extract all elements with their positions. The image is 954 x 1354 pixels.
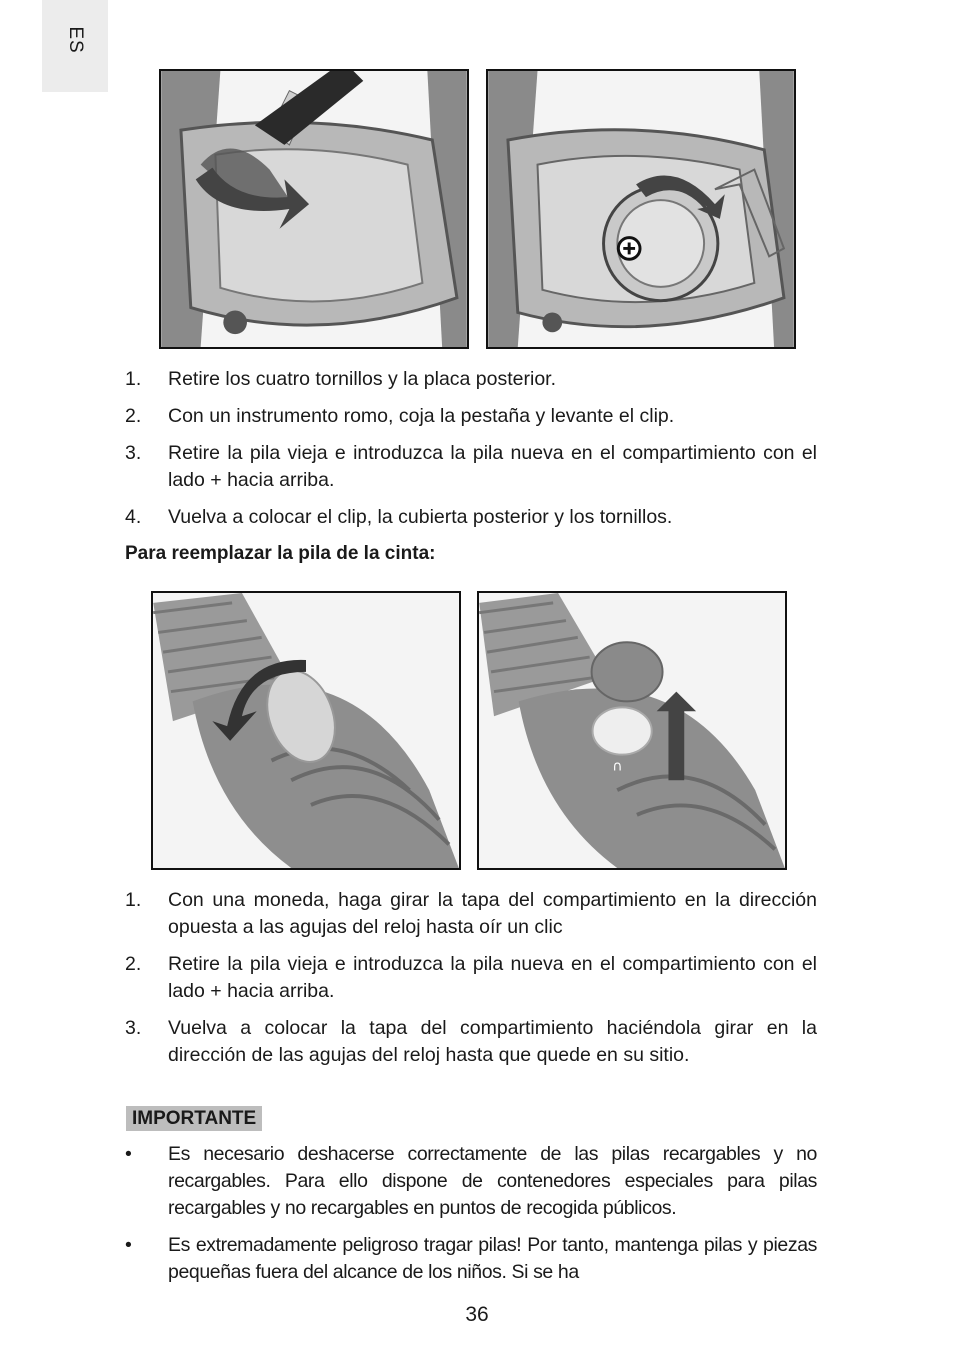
bullet-text: Es extremadamente peligroso tragar pilas! Por tanto, mantenga pilas y piezas pequeñas fuera del alcance de los niños. Si se ha [168,1234,817,1283]
step-text: Retire la pila vieja e introduzca la pila nueva en el compartimiento con el lado + hacia arriba. [168,442,817,491]
strap-battery-illustration [479,593,785,868]
battery-clip-illustration [488,71,794,347]
step-number: 3. [125,1017,142,1039]
step-number: 4. [125,506,142,528]
step-text: Con una moneda, haga girar la tapa del compartimiento en la dirección opuesta a las agujas del reloj hasta oír un clic [168,889,817,938]
list-item [125,504,817,531]
figure-remove-back-plate [159,69,469,349]
list-item [125,951,817,1005]
step-text: Retire los cuatro tornillos y la placa posterior. [168,368,557,390]
figure-lift-strap-battery [477,591,787,870]
list-item [125,887,817,941]
bullet-mark: • [125,1234,132,1256]
step-number: 1. [125,368,142,390]
step-number: 3. [125,442,142,464]
bullet-text: Es necesario deshacerse correctamente de las pilas recargables y no recargables. Para ello dispone de contenedores especiales para pilas recargables y no recargables en puntos de recogida públicos. [168,1143,817,1219]
strap-battery-heading: Para reemplazar la pila de la cinta: [125,543,436,564]
important-bullets [125,1141,817,1286]
step-text: Retire la pila vieja e introduzca la pila nueva en el compartimiento con el lado + hacia arriba. [168,953,817,1002]
strap-cover-illustration [153,593,459,868]
watch-battery-steps [125,366,817,531]
list-item [125,440,817,494]
figure-lift-clip [486,69,796,349]
figure-rotate-cover [151,591,461,870]
step-text: Con un instrumento romo, coja la pestaña y levante el clip. [168,405,675,427]
list-item [125,1141,817,1222]
step-text: Vuelva a colocar el clip, la cubierta posterior y los tornillos. [168,506,673,528]
list-item [125,403,817,430]
list-item [125,366,817,393]
step-number: 2. [125,405,142,427]
list-item [125,1232,817,1286]
watch-back-illustration [161,71,467,347]
step-text: Vuelva a colocar la tapa del compartimiento haciéndola girar en la dirección de las agujas del reloj hasta que quede en su sitio. [168,1017,817,1066]
bullet-mark: • [125,1143,132,1165]
list-item [125,1015,817,1069]
page-number: 36 [465,1303,489,1326]
strap-battery-steps [125,887,817,1069]
svg-text:∩: ∩ [612,758,623,775]
language-tab-label: ES [65,26,86,54]
important-label: IMPORTANTE [126,1106,262,1131]
language-tab [42,0,108,92]
step-number: 1. [125,889,142,911]
step-number: 2. [125,953,142,975]
